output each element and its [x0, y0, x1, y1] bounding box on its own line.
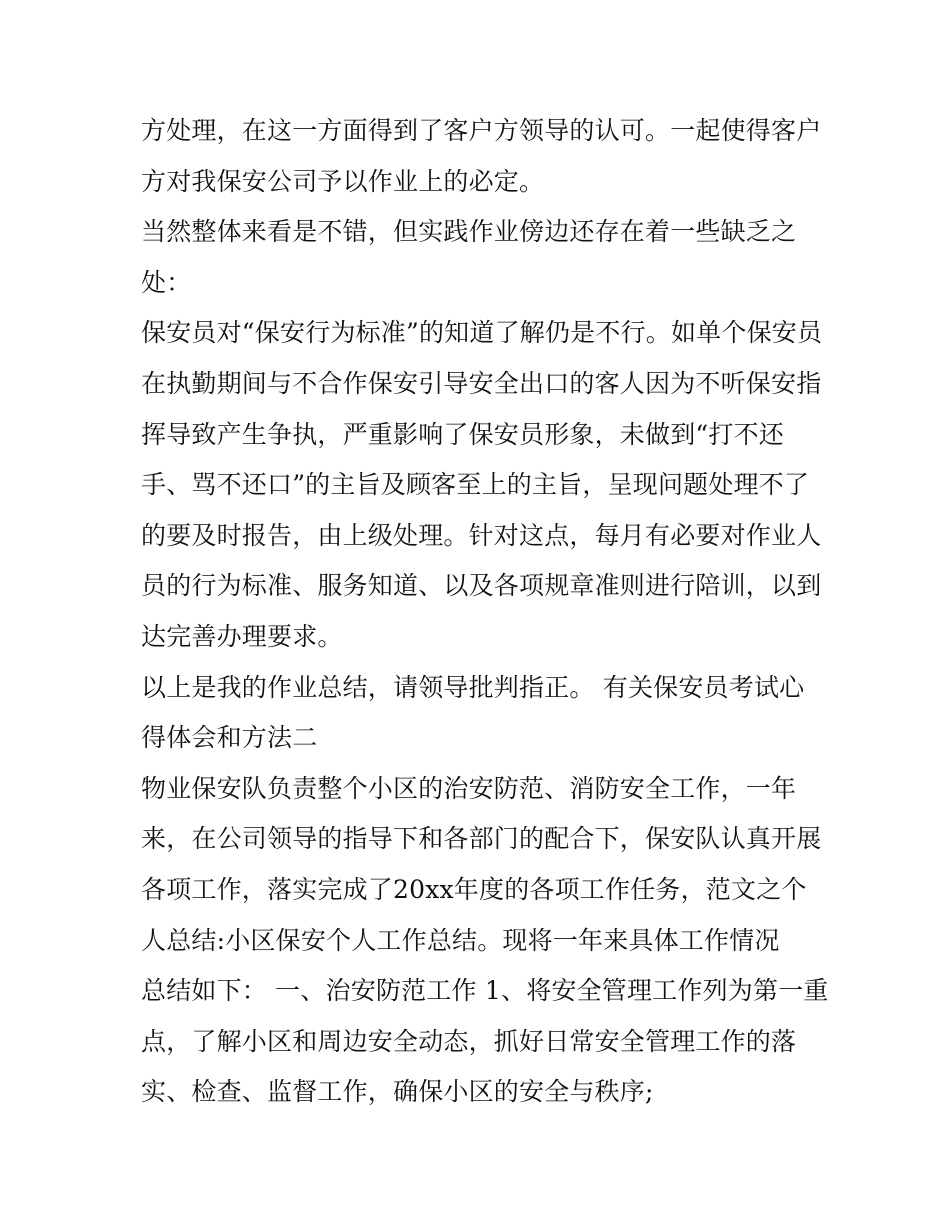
text-line: 得体会和方法二 — [141, 723, 318, 753]
text-line: 点，了解小区和周边安全动态，抓好日常安全管理工作的落 — [141, 1026, 797, 1056]
text-line: 实、检查、监督工作，确保小区的安全与秩序; — [141, 1077, 654, 1107]
text-line: 手、骂不还口”的主旨及顾客至上的主旨，呈现问题处理不了 — [141, 470, 810, 500]
text-line: 当然整体来看是不错，但实践作业傍边还存在着一些缺乏之 — [141, 217, 797, 247]
text-line: 以上是我的作业总结，请领导批判指正。 有关保安员考试心 — [141, 672, 805, 702]
text-line: 人总结:小区保安个人工作总结。现将一年来具体工作情况 — [141, 925, 780, 955]
text-line: 员的行为标准、服务知道、以及各项规章准则进行陪训，以到 — [141, 571, 822, 601]
text-line: 挥导致产生争执，严重影响了保安员形象，未做到“打不还 — [141, 419, 784, 449]
text-line: 达完善办理要求。 — [141, 621, 343, 651]
text-line: 各项工作，落实完成了20xx年度的各项工作任务，范文之个 — [141, 874, 807, 904]
text-line: 保安员对“保安行为标准”的知道了解仍是不行。如单个保安员 — [141, 318, 823, 348]
text-line: 的要及时报告，由上级处理。针对这点，每月有必要对作业人 — [141, 520, 822, 550]
text-line: 方对我保安公司予以作业上的必定。 — [141, 166, 545, 196]
text-line: 方处理，在这一方面得到了客户方领导的认可。一起使得客户 — [141, 116, 822, 145]
text-line: 在执勤期间与不合作保安引导安全出口的客人因为不听保安指 — [141, 368, 822, 398]
text-line: 来，在公司领导的指导下和各部门的配合下，保安队认真开展 — [141, 824, 822, 854]
text-line: 物业保安队负责整个小区的治安防范、消防安全工作，一年 — [141, 773, 797, 803]
text-line: 处： — [141, 267, 192, 297]
text-line: 总结如下： 一、治安防范工作 1、将安全管理工作列为第一重 — [141, 976, 829, 1006]
document-body — [141, 106, 829, 1118]
